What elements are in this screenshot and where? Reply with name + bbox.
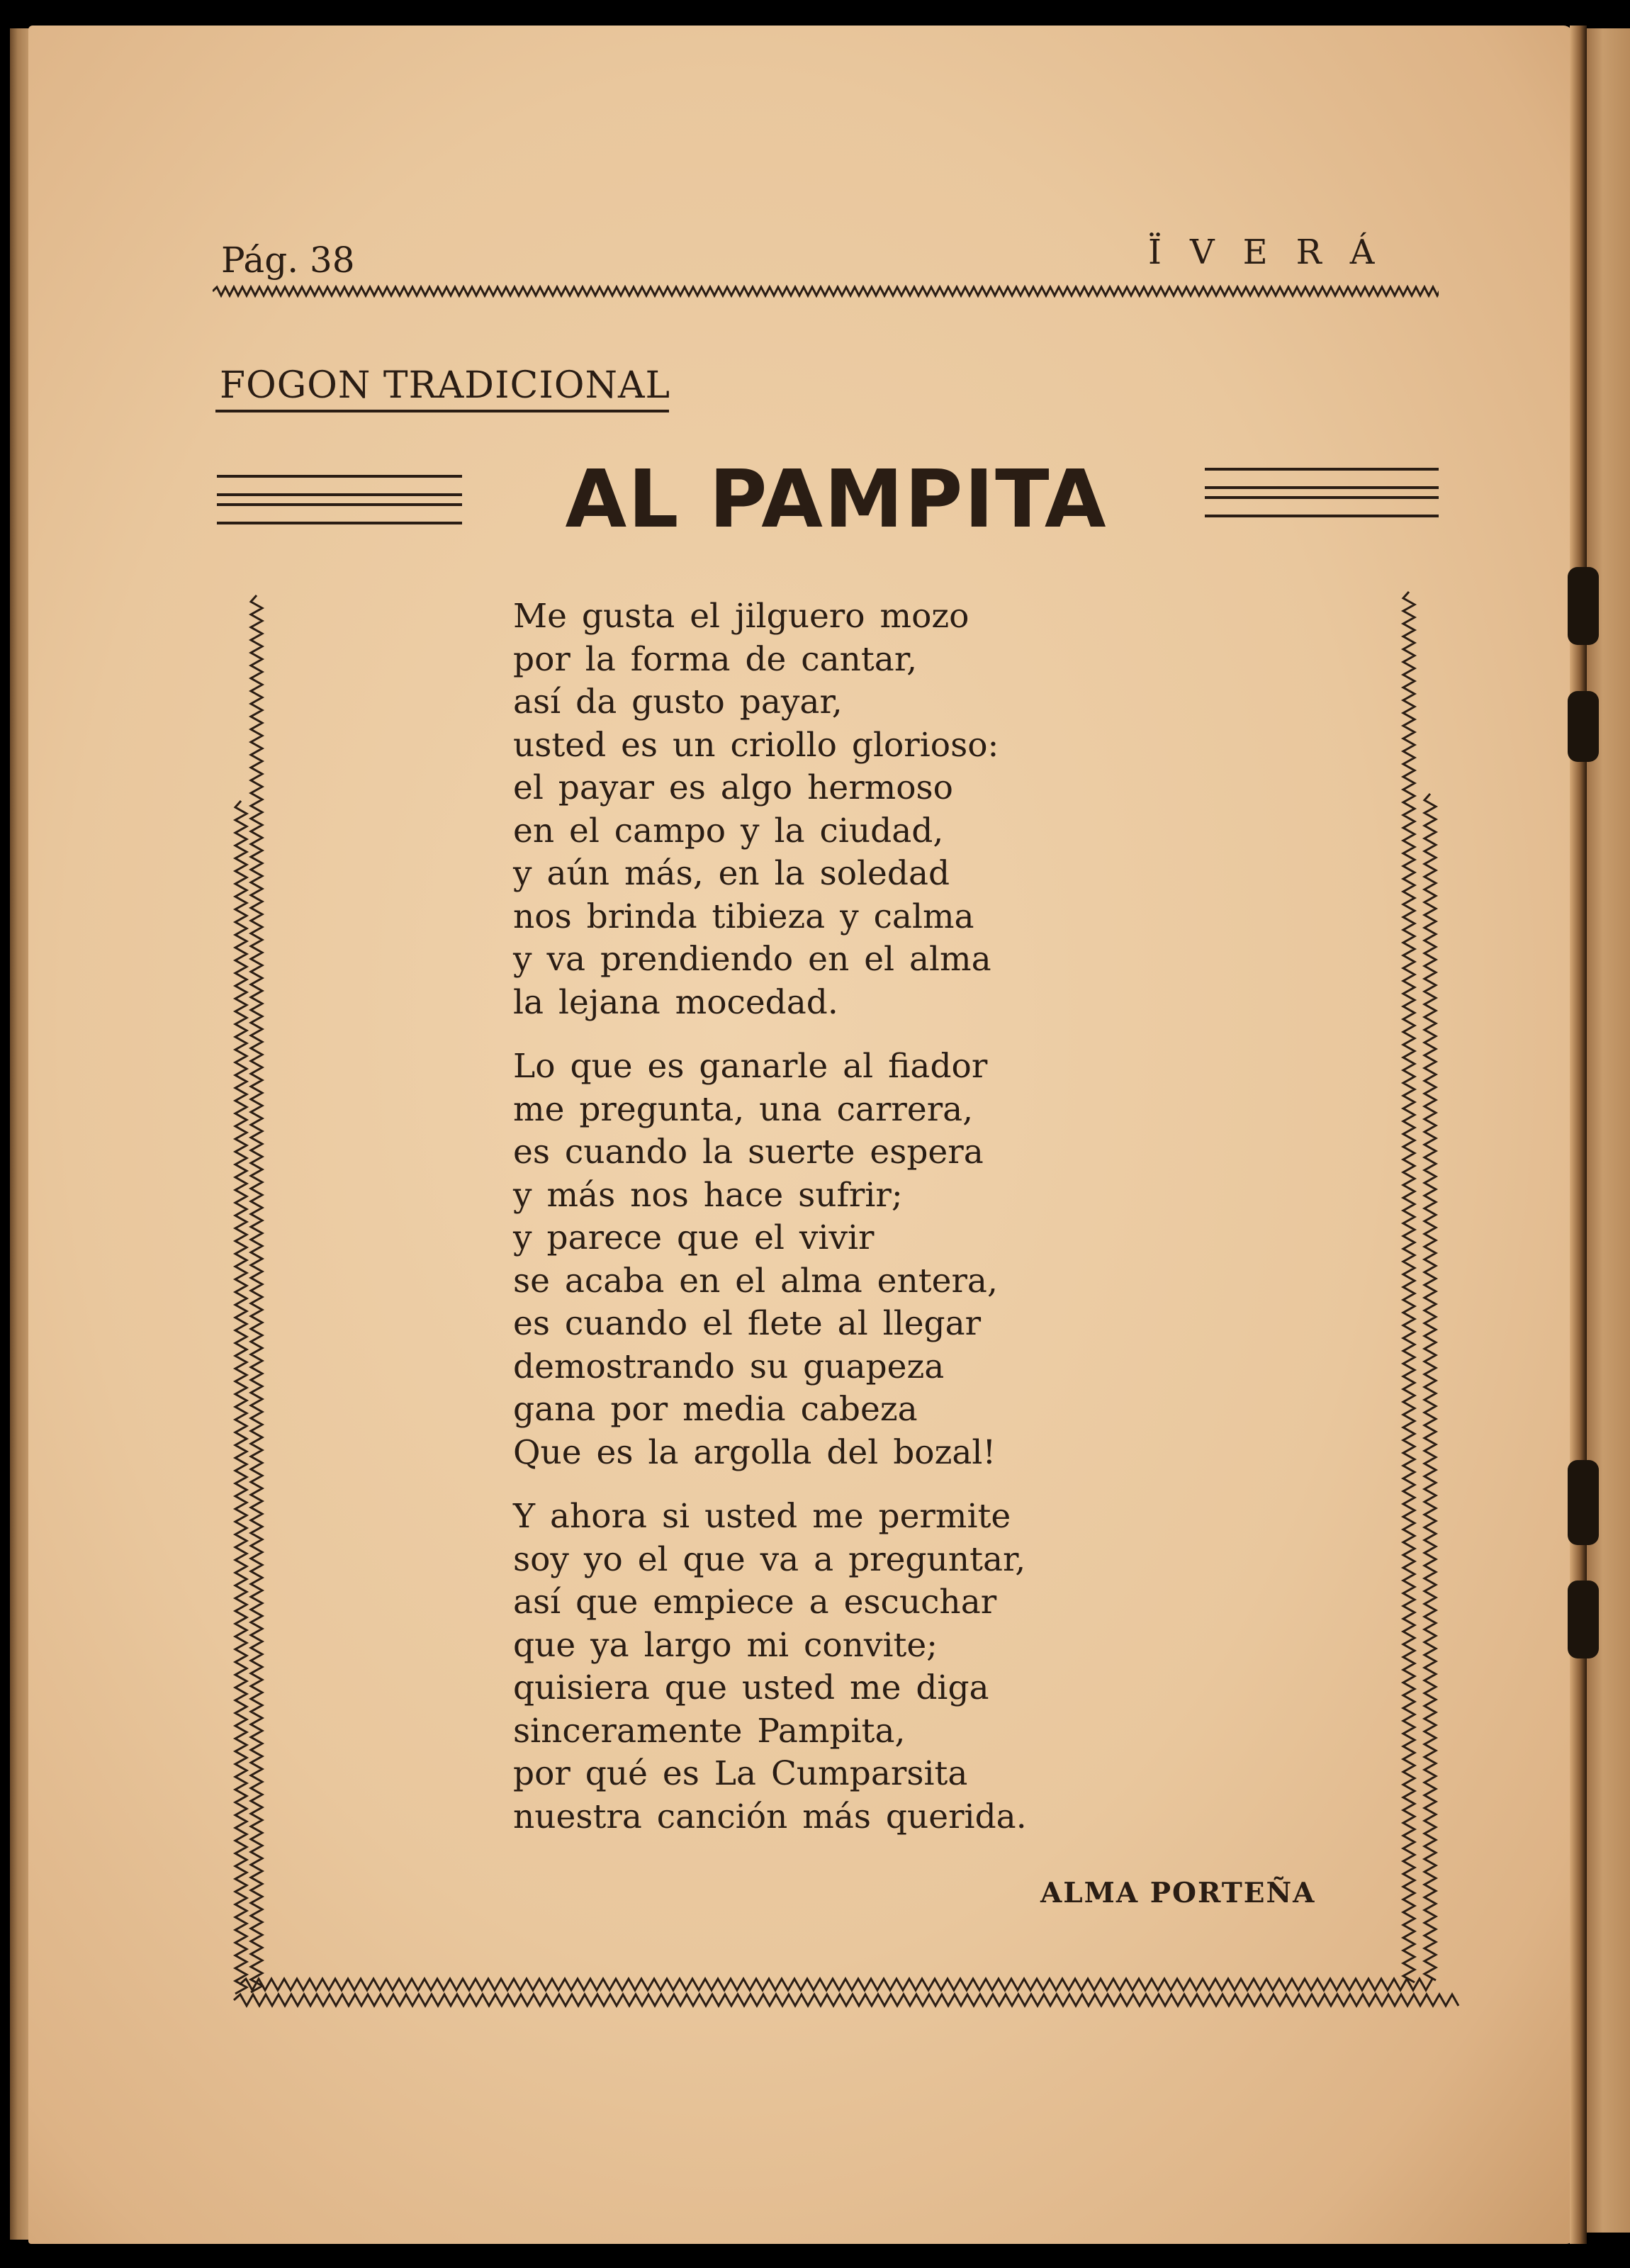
frame-zigzag-line [1403,592,1415,1982]
poem-line: que ya largo mi convite; [513,1625,938,1665]
poem-line: demostrando su guapeza [513,1347,945,1386]
poem-line: quisiera que usted me diga [513,1668,989,1707]
poem-title: AL PAMPITA [565,454,1108,546]
poem-line: nuestra canción más querida. [513,1797,1027,1836]
frame-zigzag-line [251,595,262,1992]
poem-line: y va prendiendo en el alma [513,940,991,979]
poem-line: nos brinda tibieza y calma [513,897,974,936]
poem-line: la lejana mocedad. [513,982,838,1022]
poem-line: usted es un criollo glorioso: [513,725,999,765]
poem-line: se acaba en el alma entera, [513,1261,998,1301]
poem-line: el payar es algo hermoso [513,768,953,807]
poem-body [513,595,1151,1860]
poem-line: Y ahora si usted me permite [513,1497,1011,1536]
poem-line: Me gusta el jilguero mozo [513,597,969,636]
poem-stanza [513,1495,1151,1838]
poem-line: me pregunta, una carrera, [513,1089,974,1129]
poem-line: sinceramente Pampita, [513,1711,906,1751]
poem-stanza [513,1045,1151,1474]
poem-line: Lo que es ganarle al fiador [513,1047,988,1086]
poem-line: es cuando el flete al llegar [513,1304,982,1343]
frame-zigzag-line [240,1979,1432,1990]
page-number: Pág. 38 [221,240,355,281]
poem-line: soy yo el que va a preguntar, [513,1539,1026,1579]
poem-line: así que empiece a escuchar [513,1583,997,1622]
poem-line: por qué es La Cumparsita [513,1754,968,1793]
poem-line: y aún más, en la soledad [513,854,950,893]
poem-line: y más nos hace sufrir; [513,1175,903,1215]
frame-zigzag-line [235,801,247,1994]
frame-zigzag-line [1424,794,1436,1980]
poem-line: en el campo y la ciudad, [513,811,944,850]
poem-line: es cuando la suerte espera [513,1133,984,1172]
section-heading: FOGON TRADICIONAL [220,364,671,407]
poem-line: por la forma de cantar, [513,639,918,679]
magazine-name: ÏVERÁ [1148,232,1403,272]
poem-stanza [513,595,1151,1024]
poem-line: así da gusto payar, [513,683,843,722]
poem-line: Que es la argolla del bozal! [513,1432,996,1472]
frame-zigzag-line [234,1994,1458,2006]
poem-line: y parece que el vivir [513,1218,875,1257]
poem-line: gana por media cabeza [513,1390,918,1429]
poem-author: ALMA PORTEÑA [1040,1877,1316,1909]
